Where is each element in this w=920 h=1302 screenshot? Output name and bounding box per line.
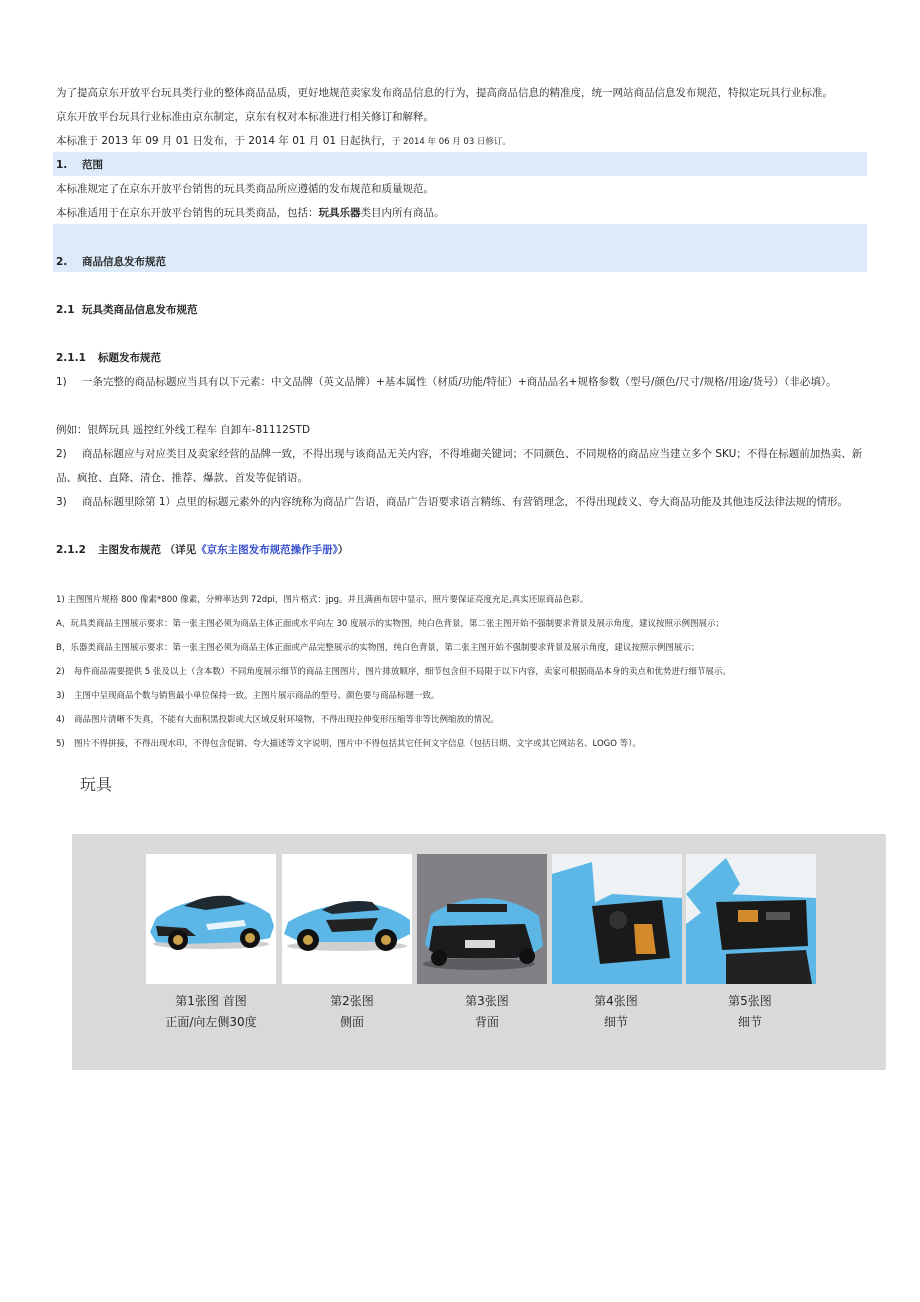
caption-image-1-angle: 正面/向左侧30度 xyxy=(165,1015,257,1029)
intro-revision: 于 2014 年 06 月 03 日修订。 xyxy=(391,137,511,147)
car-side-icon xyxy=(282,854,412,984)
section-1-paragraph-2 xyxy=(56,206,866,220)
section-2-1-1-title: 标题发布规范 xyxy=(98,352,161,364)
caption-image-4-angle: 细节 xyxy=(603,1015,628,1029)
image-rule-3 xyxy=(56,689,866,703)
rule-text: 图片不得拼接，不得出现水印，不得包含促销、夸大描述等文字说明，图片中不得包括其它任何文字信息（包括日期、文字或其它网站名、LOGO 等）。 xyxy=(74,739,641,749)
title-example: 例如：银辉玩具 遥控红外线工程车 自卸车-81112STD xyxy=(56,424,311,436)
section-2-title: 商品信息发布规范 xyxy=(82,256,166,268)
title-rule-3 xyxy=(56,495,866,509)
section-1-paragraph-1: 本标准规定了在京东开放平台销售的玩具类商品所应遵循的发布规范和质量规范。 xyxy=(56,183,434,195)
caption-image-3-title: 第3张图 xyxy=(465,994,509,1008)
rule-number: 1) xyxy=(56,376,67,388)
section-2-1-2-number: 2.1.2 xyxy=(56,544,86,556)
title-rule-2 xyxy=(56,442,866,490)
example-image-gallery xyxy=(72,834,886,1070)
rule-number: 2) xyxy=(56,448,67,460)
section-2-1-heading xyxy=(56,303,866,317)
rule-number: 3) xyxy=(56,496,67,508)
section-2-heading xyxy=(56,255,866,269)
section-1-number: 1. xyxy=(56,159,68,171)
rule-text: 一条完整的商品标题应当具有以下元素：中文品牌（英文品牌）+基本属性（材质/功能/特征）+商品品名+规格参数（型号/颜色/尺寸/规格/用途/货号）（非必填）。 xyxy=(82,376,837,388)
car-door-detail-icon xyxy=(552,854,682,984)
category-name: 玩具乐器 xyxy=(318,207,361,219)
gallery-title: 玩具 xyxy=(80,775,113,794)
car-engine-detail-icon xyxy=(686,854,816,984)
image-rule-5 xyxy=(56,737,866,751)
section-2-1-title: 玩具类商品信息发布规范 xyxy=(82,304,198,316)
section-2-1-number: 2.1 xyxy=(56,304,75,316)
image-rule-2 xyxy=(56,665,866,679)
scope-text-end: 类目内所有商品。 xyxy=(360,207,445,219)
rule-text: 商品标题应与对应类目及卖家经营的品牌一致，不得出现与该商品无关内容，不得堆砌关键词；不同颜色、不同规格的商品应当建立多个 SKU；不得在标题前加热卖、新品、疯抢、直降、清仓、推荐、爆款、首发等促销语。 xyxy=(56,448,863,484)
manual-link[interactable]: 《京东主图发布规范操作手册》 xyxy=(196,544,338,556)
rule-text: 主图中呈现商品个数与销售最小单位保持一致。主图片展示商品的型号、颜色要与商品标题一致。 xyxy=(74,691,440,701)
paren-open: （详见 xyxy=(164,544,197,556)
rule-text: 每件商品需要提供 5 张及以上（含本数）不同角度展示细节的商品主图图片，图片排放顺序，细节包含但不局限于以下内容，卖家可根据商品本身的卖点和优势进行细节展示。 xyxy=(74,667,731,677)
caption-image-2-angle: 侧面 xyxy=(339,1015,364,1029)
intro-paragraph-3 xyxy=(56,134,866,149)
caption-image-5-title: 第5张图 xyxy=(728,994,772,1008)
section-1-title: 范围 xyxy=(82,159,103,171)
section-2-1-1-number: 2.1.1 xyxy=(56,352,86,364)
caption-image-2-title: 第2张图 xyxy=(330,994,374,1008)
image-rule-a: A，玩具类商品主图展示要求：第一张主图必须为商品主体正面或水平向左 30 度展示的实物图，纯白色背景，第二张主图开始不强制要求背景及展示角度，建议按照示例图展示； xyxy=(56,619,725,629)
caption-image-3-angle: 背面 xyxy=(474,1015,499,1029)
intro-paragraph-2: 京东开放平台玩具行业标准由京东制定，京东有权对本标准进行相关修订和解释。 xyxy=(56,111,434,123)
intro-dates: 本标准于 2013 年 09 月 01 日发布，于 2014 年 01 月 01 日起执行， xyxy=(56,135,392,147)
section-2-number: 2. xyxy=(56,256,68,268)
rule-number: 3) xyxy=(56,691,65,701)
image-rule-b: B，乐器类商品主图展示要求：第一张主图必须为商品主体正面或产品完整展示的实物图，纯白色背景，第二张主图开始不强制要求背景及展示角度，建议按照示例图展示； xyxy=(56,643,700,653)
caption-image-4-title: 第4张图 xyxy=(594,994,638,1008)
caption-image-1-title: 第1张图 首图 xyxy=(175,994,247,1008)
rule-text: 商品标题里除第 1）点里的标题元素外的内容统称为商品广告语，商品广告语要求语言精练、有营销理念，不得出现歧义、夸大商品功能及其他违反法律法规的情形。 xyxy=(82,496,849,508)
rule-text: 商品图片清晰不失真，不能有大面积黑投影或大区域反射环境物，不得出现拉伸变形压缩等非等比例缩放的情况。 xyxy=(74,715,500,725)
image-rule-1: 1) 主图图片规格 800 像素*800 像素，分辨率达到 72dpi，图片格式：jpg。并且满画布居中显示，照片要保证亮度充足,真实还原商品色彩。 xyxy=(56,595,589,605)
caption-image-5-angle: 细节 xyxy=(737,1015,762,1029)
title-rule-1 xyxy=(56,370,866,394)
rule-number: 4) xyxy=(56,715,65,725)
section-2-1-2-heading xyxy=(56,543,866,557)
paren-close: ） xyxy=(337,544,349,556)
car-rear-icon xyxy=(417,854,547,984)
scope-text: 本标准适用于在京东开放平台销售的玩具类商品，包括： xyxy=(56,207,319,219)
car-front-left-icon xyxy=(146,854,276,984)
section-2-1-2-title: 主图发布规范 xyxy=(98,544,161,556)
intro-paragraph-1: 为了提高京东开放平台玩具类行业的整体商品品质，更好地规范卖家发布商品信息的行为，提高商品信息的精准度，统一网站商品信息发布规范，特拟定玩具行业标准。 xyxy=(56,87,833,99)
section-1-heading xyxy=(56,158,866,172)
section-2-1-1-heading xyxy=(56,351,866,365)
rule-number: 5) xyxy=(56,739,65,749)
image-rule-4 xyxy=(56,713,866,727)
rule-number: 2) xyxy=(56,667,65,677)
